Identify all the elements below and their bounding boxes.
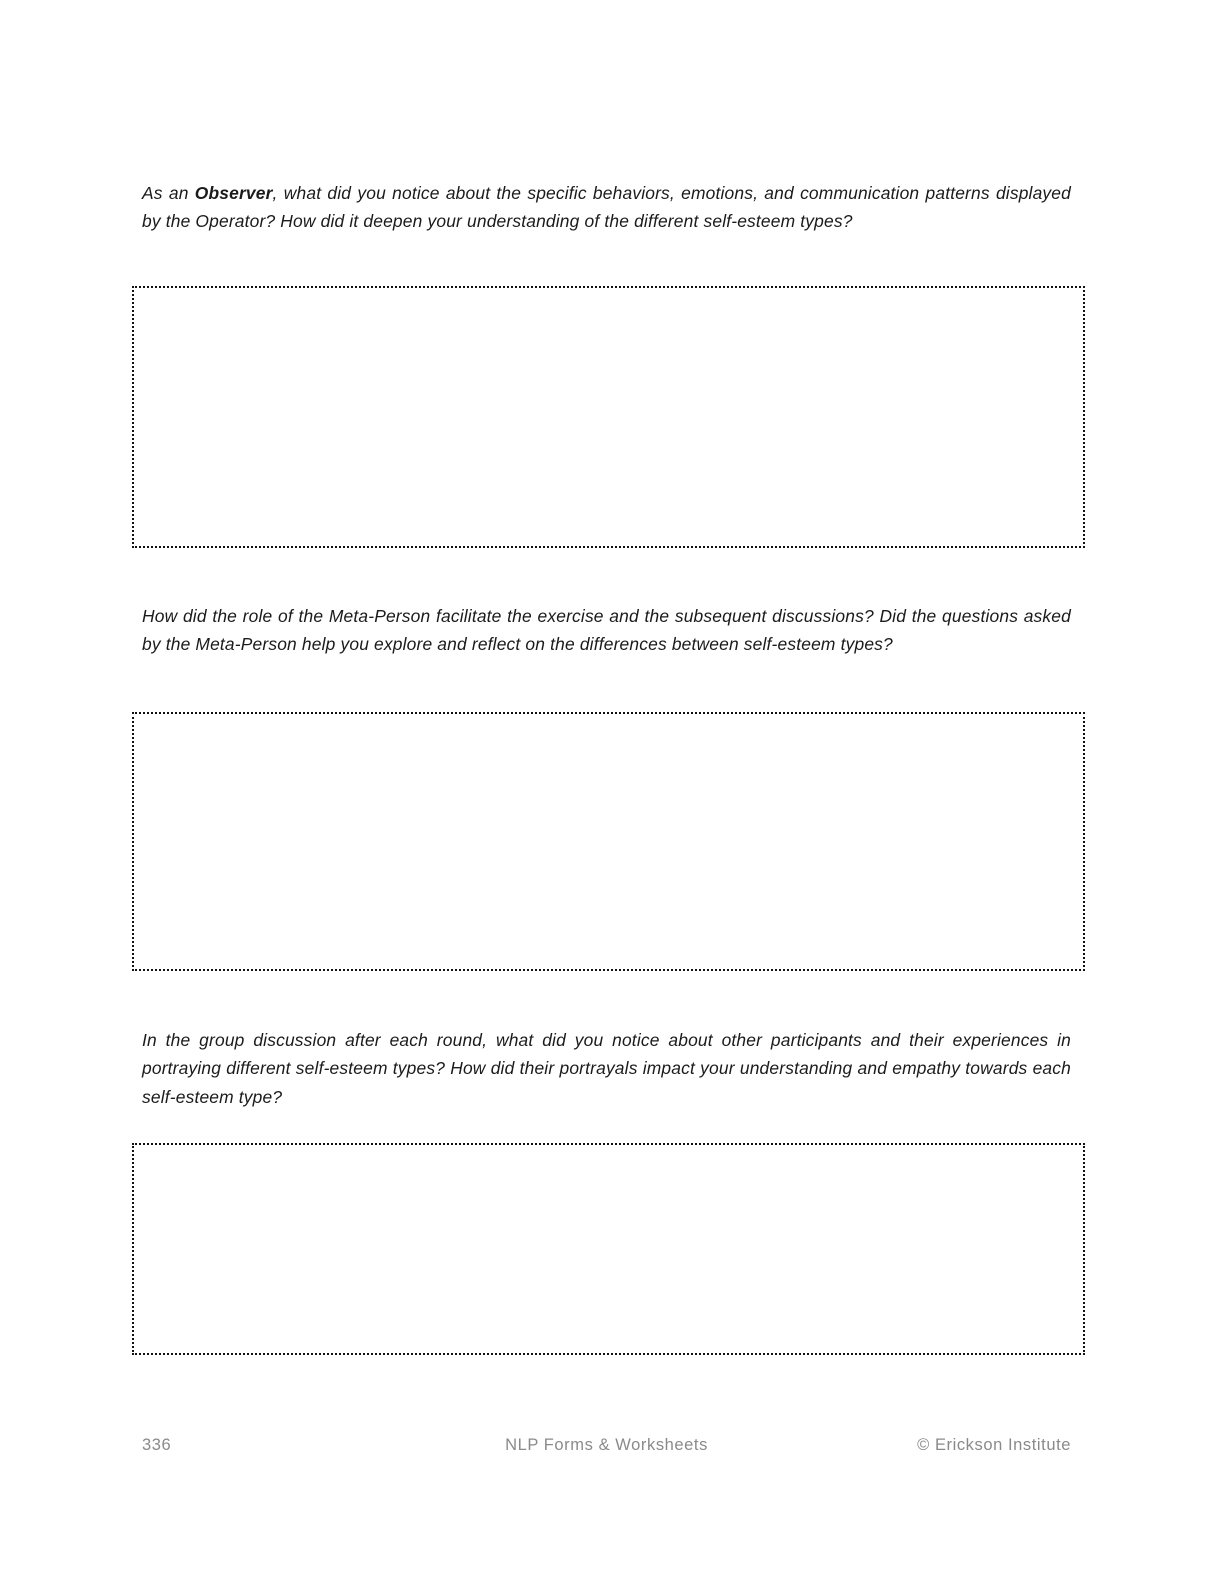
- question-1-lead: As an: [142, 183, 195, 203]
- answer-field-2[interactable]: [132, 712, 1085, 971]
- answer-field-3[interactable]: [132, 1143, 1085, 1355]
- question-prompt-2: [142, 602, 1071, 659]
- page-footer: [142, 1436, 1071, 1460]
- question-1-rest: , what did you notice about the specific behaviors, emotions, and communication patterns displayed by the Operator? How did it deepen your understanding of the different self-esteem types?: [142, 183, 1071, 232]
- footer-page-number: 336: [142, 1436, 172, 1454]
- question-prompt-3: [142, 1026, 1071, 1111]
- question-2-rest: How did the role of the Meta-Person facilitate the exercise and the subsequent discussions? Did the questions asked by the Meta-Person help you explore and reflect on the differences between self-esteem types?: [142, 606, 1071, 655]
- question-prompt-1: [142, 179, 1071, 236]
- question-3-rest: In the group discussion after each round, what did you notice about other participants and their experiences in portraying different self-esteem types? How did their portrayals impact your understanding and empathy towards each self-esteem type?: [142, 1030, 1071, 1107]
- question-1-emphasis: Observer: [194, 183, 273, 203]
- footer-document-title: NLP Forms & Worksheets: [505, 1436, 708, 1454]
- footer-copyright: © Erickson Institute: [917, 1436, 1071, 1454]
- answer-field-1[interactable]: [132, 286, 1085, 548]
